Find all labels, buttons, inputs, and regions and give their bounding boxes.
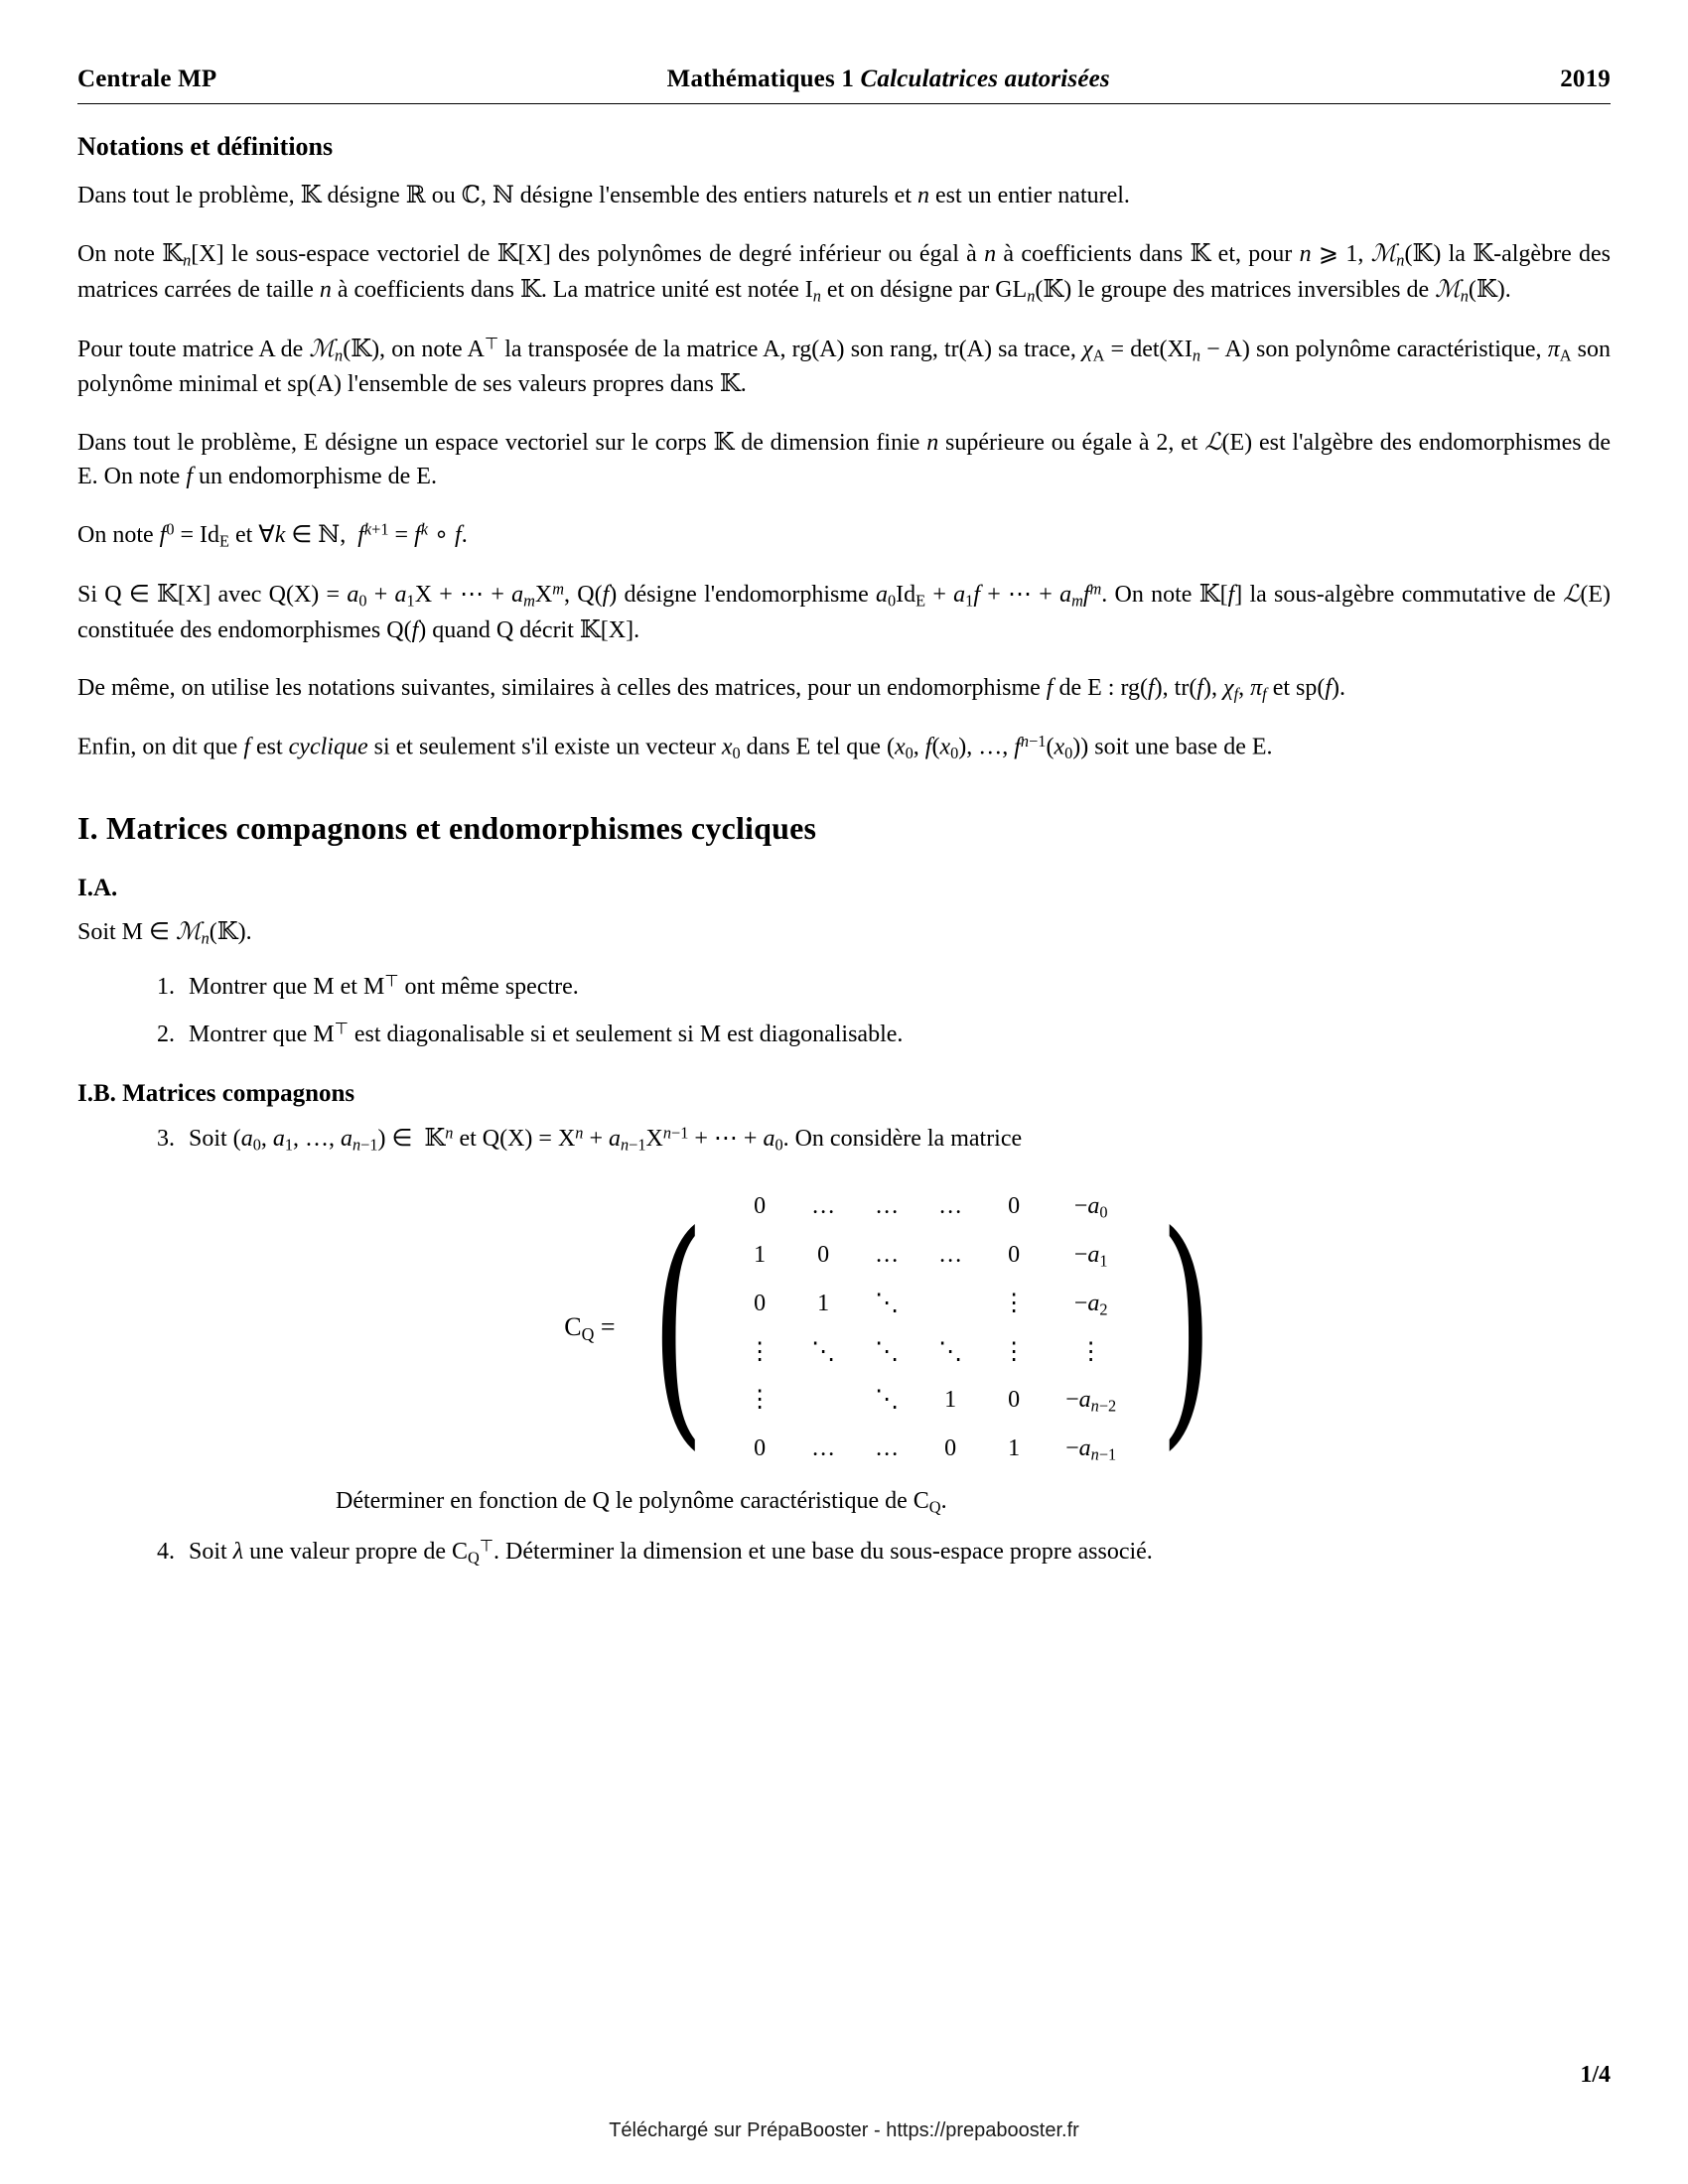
header-left: Centrale MP	[77, 66, 217, 92]
matrix-row	[728, 1425, 1136, 1473]
matrix-cell: 0	[754, 1291, 767, 1317]
matrix-cell: ⋮	[1002, 1291, 1027, 1317]
notations-paragraph-7: De même, on utilise les notations suivantes, similaires à celles des matrices, pour un endomorphisme f de E : rg(f), tr(f), $\chi_f$, $\pi_f$ et sp(f).	[77, 674, 1346, 704]
matrix-cell: …	[811, 1193, 836, 1220]
matrix-cell: $-a_0$	[1073, 1192, 1108, 1222]
matrix-row	[728, 1376, 1136, 1425]
notations-paragraph-3: Pour toute matrice A de ℳ$_n$(𝕂), on note A⊤ la transposée de la matrice A, rg(A) son rang, tr(A) sa trace, $\chi_A = \det(XI_n - A)$ son polynôme caractéristique, $\pi_A$ son polynôme minimal et sp(A) l'ensemble de ses valeurs propres dans 𝕂.	[77, 334, 1612, 398]
question-item-1	[181, 969, 1611, 1005]
question-item-3	[181, 1120, 1611, 1519]
section-IA-title: I.A.	[77, 874, 118, 901]
header-divider	[77, 103, 1611, 104]
matrix-cell: ⋱	[875, 1291, 900, 1317]
matrix-cell: 0	[817, 1242, 830, 1269]
matrix-cell: …	[938, 1193, 963, 1220]
matrix-cell: $-a_{n-1}$	[1065, 1434, 1117, 1464]
question-3-followup: Déterminer en fonction de Q le polynôme caractéristique de $C_Q$.	[336, 1487, 947, 1517]
section-IB-title: I.B. Matrices compagnons	[77, 1080, 355, 1108]
matrix-cell: …	[875, 1435, 900, 1462]
matrix-cell: 0	[944, 1435, 957, 1462]
question-list-IA	[77, 969, 1611, 1052]
question-3-text: 3. Soit ($a_0$, $a_1$, …, $a_{n-1}$) ∈ 𝕂$^n$ et $Q(X) = X^n + a_{n-1}X^{n-1}$ + ⋯ + $a_0$. On considère la matrice	[189, 1124, 1023, 1156]
page-header	[77, 66, 1611, 93]
part-1-title: I. Matrices compagnons et endomorphismes cycliques	[77, 809, 817, 846]
matrix-cell: ⋱	[811, 1338, 836, 1365]
matrix-cell: 1	[1008, 1435, 1021, 1462]
header-subject: Mathématiques 1	[666, 66, 855, 92]
question-1-text: 1. Montrer que M et M⊤ ont même spectre.	[189, 972, 579, 1001]
matrix-grid	[728, 1182, 1136, 1473]
matrix-cell: 0	[1008, 1387, 1021, 1414]
section-IA-intro: Soit M ∈ ℳ$_n$(𝕂).	[77, 916, 252, 948]
matrix-cell: ⋮	[748, 1387, 773, 1414]
header-year: 2019	[1560, 66, 1611, 92]
matrix-cell: ⋮	[1078, 1338, 1103, 1365]
question-2-text: 2. Montrer que M⊤ est diagonalisable si et seulement si M est diagonalisable.	[189, 1020, 904, 1048]
matrix-cell: ⋮	[748, 1338, 773, 1365]
notations-paragraph-5: On note $f^0 = Id_E$ et ∀k ∈ ℕ, $f^{k+1} = f^k$ ∘ f.	[77, 520, 468, 552]
matrix-cell: …	[811, 1435, 836, 1462]
matrix-cell: 1	[817, 1291, 830, 1317]
matrix-cell: 1	[754, 1242, 767, 1269]
notations-paragraph-8: Enfin, on dit que f est cyclique si et seulement s'il existe un vecteur $x_0$ dans E tel que ($x_0$, $f(x_0)$, …, $f^{n-1}(x_0)$) soit une base de E.	[77, 731, 1273, 762]
header-center	[216, 66, 1560, 93]
question-list-IB	[77, 1120, 1611, 1570]
matrix-cell: $-a_1$	[1073, 1241, 1108, 1271]
matrix-row	[728, 1280, 1136, 1328]
matrix-cell: $-a_2$	[1073, 1290, 1108, 1319]
matrix-cell: …	[875, 1242, 900, 1269]
matrix-cell: …	[875, 1193, 900, 1220]
notations-paragraph-6: Si Q ∈ 𝕂[X] avec $Q(X) = a_0 + a_1X$ + ⋯ + $a_mX^m$, Q(f) désigne l'endomorphisme $a_0Id_E + a_1f$ + ⋯ + $a_mf^m$. On note 𝕂[f] la sous-algèbre commutative de ℒ(E) constituée des endomorphismes Q(f) quand Q décrit 𝕂[X].	[77, 579, 1611, 643]
matrix-cell: ⋱	[938, 1338, 963, 1365]
matrix-cell: 0	[1008, 1242, 1021, 1269]
footer-download-note: Téléchargé sur PrépaBooster - https://prepabooster.fr	[609, 2119, 1079, 2141]
matrix-cell: $-a_{n-2}$	[1065, 1386, 1117, 1416]
matrix-cell: 0	[754, 1193, 767, 1220]
question-item-4	[181, 1534, 1611, 1570]
matrix-cell	[791, 1376, 855, 1425]
page-number: 1/4	[1580, 2062, 1611, 2088]
matrix-cell: 0	[1008, 1193, 1021, 1220]
matrix-cell: ⋱	[875, 1338, 900, 1365]
notations-paragraph-1: Dans tout le problème, 𝕂 désigne ℝ ou ℂ, ℕ désigne l'ensemble des entiers naturels et n est un entier naturel.	[77, 181, 1130, 208]
notations-paragraph-2: On note 𝕂$_n$[X] le sous-espace vectoriel de 𝕂[X] des polynômes de degré inférieur ou égal à n à coefficients dans 𝕂 et, pour n ⩾ 1, ℳ$_n$(𝕂) la 𝕂-algèbre des matrices carrées de taille n à coefficients dans 𝕂. La matrice unité est notée $I_n$ et on désigne par $GL_n(𝕂)$ le groupe des matrices inversibles de ℳ$_n$(𝕂).	[77, 239, 1612, 306]
header-calculators-note: Calculatrices autorisées	[860, 66, 1110, 92]
question-4-text: 4. Soit λ une valeur propre de $C_Q^⊤$. Déterminer la dimension et une base du sous-espace propre associé.	[189, 1536, 1153, 1568]
matrix-cell	[918, 1280, 982, 1328]
question-item-2	[181, 1017, 1611, 1052]
matrix-cell: ⋱	[875, 1387, 900, 1414]
matrix-left-paren: (	[650, 1182, 705, 1472]
matrix-row	[728, 1182, 1136, 1231]
matrix-cell: 0	[754, 1435, 767, 1462]
notations-paragraph-4: Dans tout le problème, E désigne un espace vectoriel sur le corps 𝕂 de dimension finie n supérieure ou égale à 2, et ℒ(E) est l'algèbre des endomorphismes de E. On note f un endomorphisme de E.	[77, 428, 1611, 490]
matrix-label: $C_Q$ =	[564, 1311, 616, 1344]
matrix-row	[728, 1231, 1136, 1280]
matrix-row	[728, 1328, 1136, 1376]
matrix-right-paren: )	[1160, 1182, 1213, 1472]
companion-matrix	[189, 1182, 1611, 1473]
matrix-cell: ⋮	[1002, 1338, 1027, 1365]
notations-title: Notations et définitions	[77, 132, 334, 161]
matrix-cell: 1	[944, 1387, 957, 1414]
matrix-cell: …	[938, 1242, 963, 1269]
